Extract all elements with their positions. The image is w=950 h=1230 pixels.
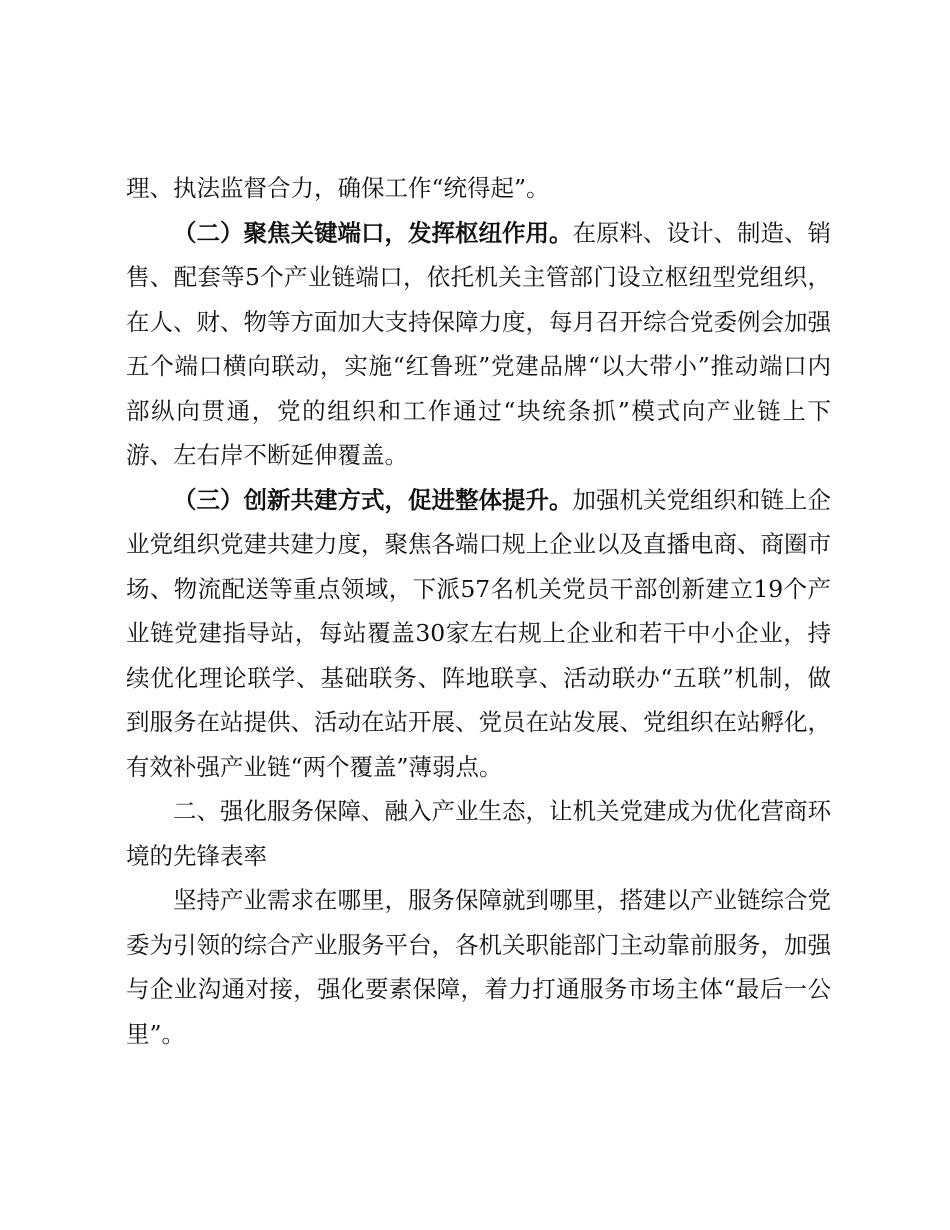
subsection-lead-3: （三）创新共建方式，促进整体提升。 — [173, 485, 573, 514]
paragraph-text: 理、执法监督合力，确保工作“统得起”。 — [126, 174, 550, 202]
document-page — [126, 166, 831, 1056]
closing-paragraph: 坚持产业需求在哪里，服务保障就到哪里，搭建以产业链综合党委为引领的综合产业服务平台，各机关职能部门主动靠前服务，加强与企业沟通对接，强化要素保障，着力打通服务市场主体“最后一公里”。 — [126, 886, 831, 1048]
subsection-paragraph-3 — [126, 478, 831, 790]
subsection-paragraph-2 — [126, 211, 831, 478]
continuation-paragraph — [126, 166, 831, 211]
subsection-lead-2: （二）聚焦关键端口，发挥枢纽作用。 — [173, 218, 573, 247]
paragraph-text: 加强机关党组织和链上企业党组织党建共建力度，聚焦各端口规上企业以及直播电商、商圈市场、物流配送等重点领域，下派57名机关党员干部创新建立19个产业链党建指导站，每站覆盖30家左右规上企业和若干中小企业，持续优化理论联学、基础联务、阵地联享、活动联办“五联”机制，做到服务在站提供、活动在站开展、党员在站发展、党组织在站孵化，有效补强产业链“两个覆盖”薄弱点。 — [126, 485, 831, 781]
paragraph-text: 在原料、设计、制造、销售、配套等5个产业链端口，依托机关主管部门设立枢纽型党组织，在人、财、物等方面加大支持保障力度，每月召开综合党委例会加强五个端口横向联动，实施“红鲁班”党建品牌“以大带小”推动端口内部纵向贯通，党的组织和工作通过“块统条抓”模式向产业链上下游、左右岸不断延伸覆盖。 — [126, 218, 831, 469]
section-heading: 二、强化服务保障、融入产业生态，让机关党建成为优化营商环境的先锋表率 — [126, 797, 831, 870]
